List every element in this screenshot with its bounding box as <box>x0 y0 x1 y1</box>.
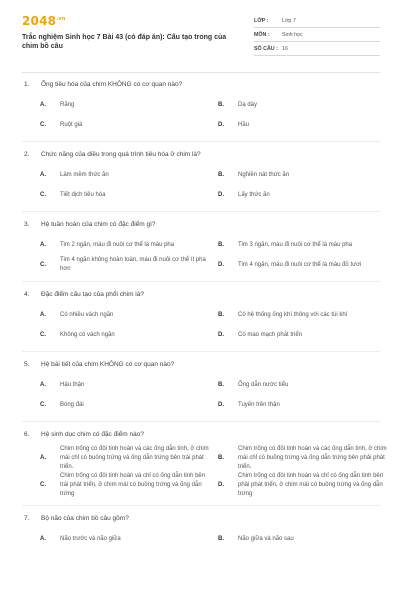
option-text: Có nhiều vách ngăn <box>60 311 114 318</box>
options-grid <box>40 165 380 205</box>
option-text: Chim trống có đôi tinh hoàn và chỉ có ống dẫn tinh bên trái phát triển, ở chim mái có buồng trứng và ống dẫn trứng <box>60 473 206 497</box>
question-7 <box>0 514 400 549</box>
option-text: Lấy thức ăn <box>238 191 270 198</box>
option-letter: B. <box>218 535 224 542</box>
question-list <box>0 80 400 549</box>
answer-option[interactable] <box>218 235 390 255</box>
answer-option[interactable] <box>40 472 212 499</box>
option-letter: D. <box>218 121 224 128</box>
answer-option[interactable] <box>40 235 212 255</box>
option-letter: C. <box>40 482 46 488</box>
question-5 <box>0 360 400 415</box>
question-text: Hệ bài tiết của chim KHÔNG có cơ quan nào? <box>41 361 175 368</box>
meta-key: LỚP : <box>254 17 269 24</box>
option-letter: D. <box>218 401 224 408</box>
meta-key: MÔN : <box>254 31 270 38</box>
meta-info <box>254 14 380 56</box>
option-text: Tim 3 ngăn, máu đi nuôi cơ thể là máu pha <box>238 241 353 248</box>
question-header <box>24 514 380 523</box>
answer-option[interactable] <box>218 472 390 499</box>
option-letter: A. <box>40 381 46 388</box>
question-number: 6. <box>24 431 30 438</box>
question-text: Hệ tuần hoàn của chim có đặc điểm gì? <box>41 221 156 228</box>
option-letter: B. <box>218 455 224 461</box>
logo-suffix: .vn <box>56 16 66 22</box>
question-number: 3. <box>24 221 30 228</box>
question-text: Hệ sinh dục chim có đặc điểm nào? <box>41 431 144 438</box>
header-divider <box>22 72 380 73</box>
option-text: Hậu thận <box>60 381 85 388</box>
answer-option[interactable] <box>40 115 212 135</box>
answer-option[interactable] <box>40 445 212 472</box>
options-grid <box>40 95 380 135</box>
answer-option[interactable] <box>40 375 212 395</box>
answer-option[interactable] <box>40 325 212 345</box>
answer-option[interactable] <box>218 305 390 325</box>
question-divider <box>22 351 380 352</box>
option-letter: B. <box>218 101 224 108</box>
option-text: Hầu <box>238 121 250 128</box>
option-letter: D. <box>218 331 224 338</box>
question-header <box>24 290 380 299</box>
option-letter: B. <box>218 381 224 388</box>
question-text: Chức năng của diều trong quá trình tiêu hóa ở chim là? <box>41 151 201 158</box>
option-text: Tim 2 ngăn, máu đi nuôi cơ thể là máu pha <box>60 241 175 248</box>
option-letter: C. <box>40 121 46 128</box>
page-header <box>0 0 400 72</box>
question-header <box>24 430 380 439</box>
question-1 <box>0 80 400 135</box>
meta-value: Lớp 7 <box>282 17 296 24</box>
question-4 <box>0 290 400 345</box>
option-text: Tuyến trên thận <box>238 401 280 408</box>
options-grid <box>40 445 387 499</box>
answer-option[interactable] <box>218 185 390 205</box>
question-header <box>24 360 380 369</box>
answer-option[interactable] <box>40 395 212 415</box>
option-text: Không có vách ngăn <box>60 331 115 338</box>
meta-key: SỐ CÂU : <box>254 45 278 52</box>
option-letter: C. <box>40 331 46 338</box>
answer-option[interactable] <box>218 445 390 472</box>
option-letter: A. <box>40 535 46 542</box>
answer-option[interactable] <box>40 305 212 325</box>
option-text: Chim trống có đôi tinh hoàn và chỉ có ống dẫn tinh bên phải phát triển, ở chim mái có buồng trứng và ống dẫn trứng <box>238 473 384 497</box>
question-number: 4. <box>24 291 30 298</box>
question-header <box>24 80 380 89</box>
option-letter: B. <box>218 171 224 178</box>
answer-option[interactable] <box>218 375 390 395</box>
question-2 <box>0 150 400 205</box>
answer-option[interactable] <box>218 325 390 345</box>
option-letter: B. <box>218 241 224 248</box>
option-text: Não giữa và não sau <box>238 535 294 542</box>
question-number: 2. <box>24 151 30 158</box>
answer-option[interactable] <box>218 115 390 135</box>
page-title: Trắc nghiệm Sinh học 7 Bài 43 (có đáp án): Cấu tạo trong của chim bồ câu <box>22 34 227 50</box>
question-3 <box>0 220 400 275</box>
meta-row-class <box>254 14 380 28</box>
answer-option[interactable] <box>218 165 390 185</box>
site-logo[interactable] <box>22 14 66 28</box>
option-letter: A. <box>40 171 46 178</box>
option-letter: C. <box>40 191 46 198</box>
option-text: Ruột già <box>60 121 83 128</box>
question-header <box>24 150 380 159</box>
question-divider <box>22 141 380 142</box>
option-text: Tiết dịch tiêu hóa <box>60 191 106 198</box>
answer-option[interactable] <box>40 95 212 115</box>
option-text: Dạ dày <box>238 101 258 108</box>
option-text: Có hệ thống ống khí thông với các túi khí <box>238 311 348 318</box>
answer-option[interactable] <box>40 185 212 205</box>
answer-option[interactable] <box>40 529 212 549</box>
question-divider <box>22 281 380 282</box>
question-number: 1. <box>24 81 30 88</box>
answer-option[interactable] <box>218 255 390 275</box>
option-text: Có mao mạch phát triển <box>238 331 303 338</box>
question-text: Đặc điểm cấu tạo của phổi chim là? <box>41 291 144 298</box>
options-grid <box>40 529 380 549</box>
question-divider <box>22 505 380 506</box>
option-text: Não trước và não giữa <box>60 535 121 542</box>
option-text: Ống dẫn nước tiểu <box>238 381 289 388</box>
option-letter: C. <box>40 261 46 268</box>
options-grid <box>40 375 380 415</box>
option-text: Răng <box>60 101 75 108</box>
option-letter: A. <box>40 241 46 248</box>
option-text: Tim 4 ngăn, máu đi nuôi cơ thể là máu đỏ tươi <box>238 261 362 268</box>
option-letter: D. <box>218 482 224 488</box>
question-text: Bộ não của chim bồ câu gồm? <box>41 515 129 522</box>
logo-text: 2048 <box>22 14 57 28</box>
question-6 <box>0 430 400 499</box>
answer-option[interactable] <box>40 165 212 185</box>
answer-option[interactable] <box>218 95 390 115</box>
answer-option[interactable] <box>40 255 212 275</box>
option-text: Chim trống có đôi tinh hoàn và các ống dẫn tinh, ở chim mái chỉ có buồng trứng và ống dẫn trứng bên trái phát triển. <box>60 446 209 470</box>
question-text: Ống tiêu hóa của chim KHÔNG có cơ quan nào? <box>41 81 183 88</box>
question-number: 5. <box>24 361 30 368</box>
option-letter: D. <box>218 191 224 198</box>
option-letter: A. <box>40 311 46 318</box>
option-letter: C. <box>40 401 46 408</box>
options-grid <box>40 305 380 345</box>
answer-option[interactable] <box>218 395 390 415</box>
option-letter: B. <box>218 311 224 318</box>
question-divider <box>22 421 380 422</box>
option-letter: A. <box>40 101 46 108</box>
option-text: Tim 4 ngăn không hoàn toàn, máu đi nuôi cơ thể ít pha hơn <box>60 257 206 272</box>
options-grid <box>40 235 380 275</box>
meta-value: Sinh học <box>282 31 303 38</box>
option-text: Bóng đái <box>60 401 84 408</box>
option-text: Nghiền nát thức ăn <box>238 171 290 178</box>
question-divider <box>22 211 380 212</box>
option-letter: A. <box>40 455 46 461</box>
option-text: Làm mềm thức ăn <box>60 171 109 178</box>
meta-value: 16 <box>282 45 288 52</box>
question-number: 7. <box>24 515 30 522</box>
option-text: Chim trống có đôi tinh hoàn và các ống dẫn tinh, ở chim mái chỉ có buồng trứng và ống dẫn trứng bên phải phát triển. <box>238 446 387 470</box>
question-header <box>24 220 380 229</box>
option-letter: D. <box>218 261 224 268</box>
meta-row-subject <box>254 28 380 42</box>
meta-row-count <box>254 42 380 56</box>
answer-option[interactable] <box>218 529 390 549</box>
